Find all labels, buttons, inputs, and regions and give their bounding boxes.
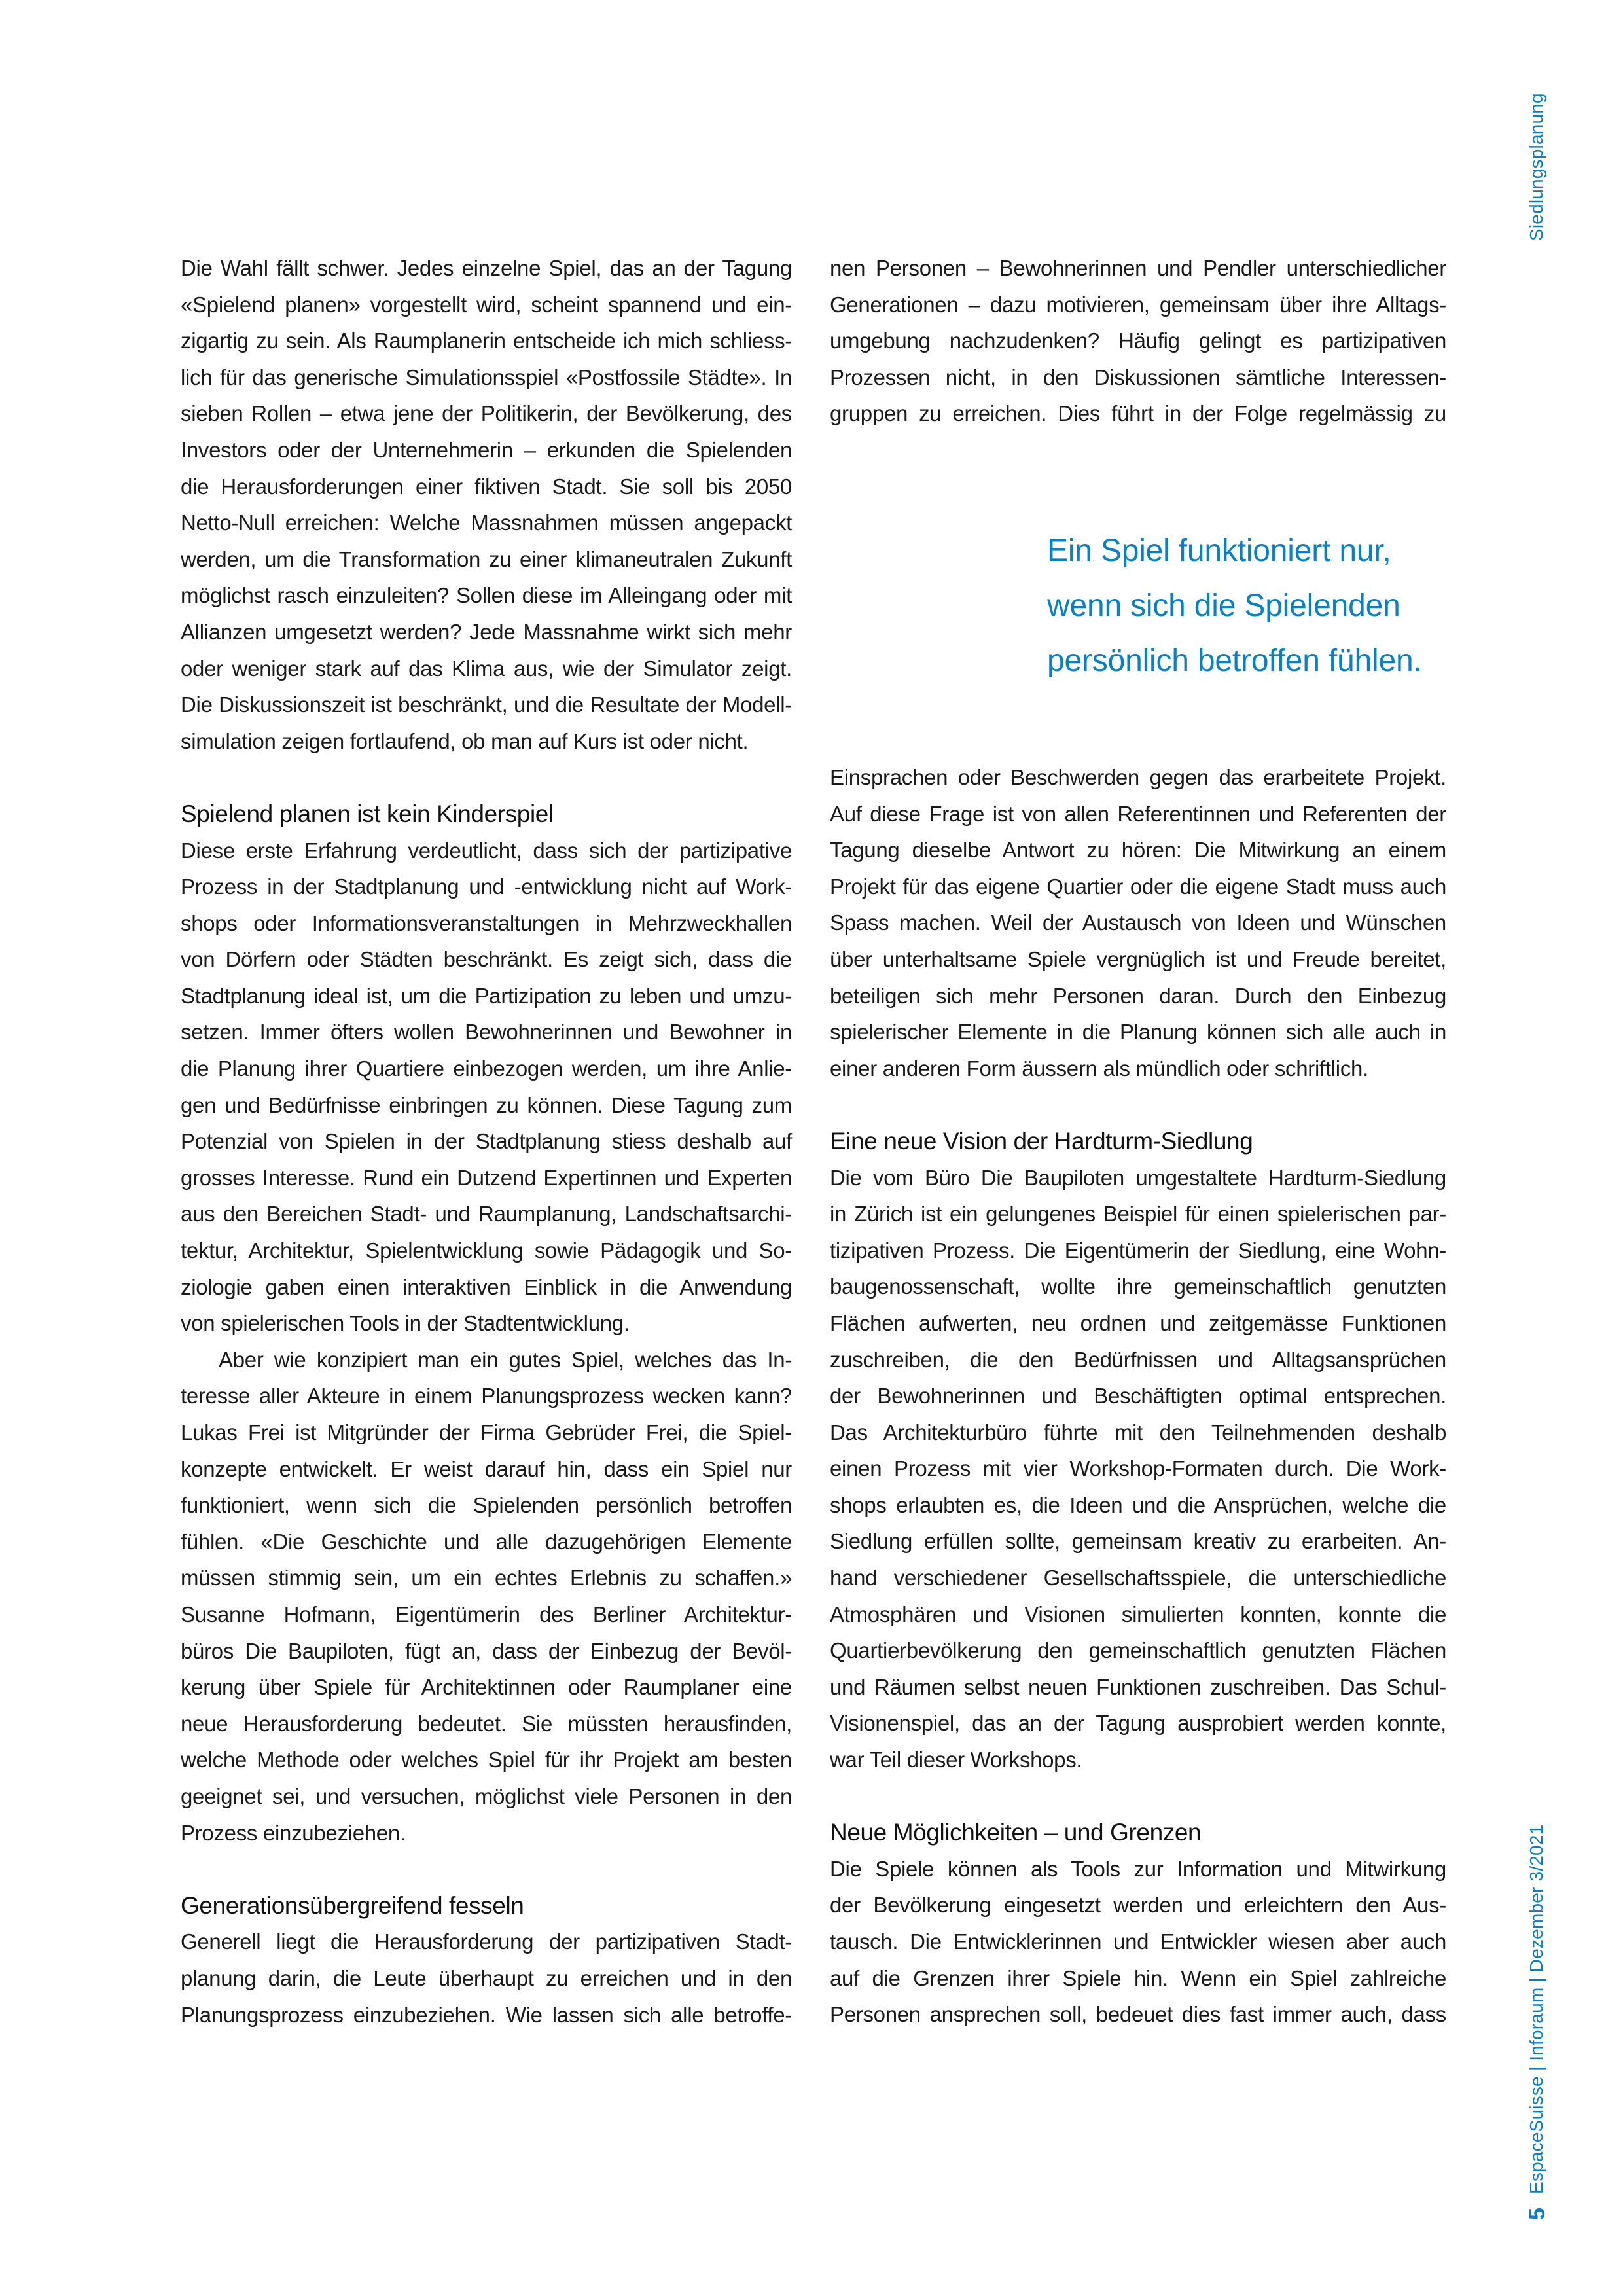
body-text-line: Personen ansprechen soll, bedeuet dies fast immer auch, dass [830, 2002, 1446, 2027]
body-text-line: Allianzen umgesetzt werden? Jede Massnahme wirkt sich mehr [181, 619, 792, 644]
section-heading: Eine neue Vision der Hardturm-Siedlung [830, 1127, 1253, 1155]
body-text-line: tektur, Architektur, Spielentwicklung sowie Pädagogik und So- [181, 1238, 792, 1263]
body-text-line: Das Architekturbüro führte mit den Teilnehmenden deshalb [830, 1420, 1446, 1444]
body-text-line: Die Spiele können als Tools zur Information und Mitwirkung [830, 1856, 1446, 1881]
body-text-line: Potenzial von Spielen in der Stadtplanung stiess deshalb auf [181, 1129, 792, 1154]
body-text-line: aus den Bereichen Stadt- und Raumplanung, Landschaftsarchi- [181, 1202, 792, 1227]
body-text-line: war Teil dieser Workshops. [830, 1748, 1082, 1772]
body-text-line: konzepte entwickelt. Er weist darauf hin, dass ein Spiel nur [181, 1456, 792, 1481]
body-text-line: büros Die Baupiloten, fügt an, dass der Einbezug der Bevöl- [181, 1638, 792, 1663]
body-text-line: geeignet sei, und versuchen, möglichst viele Personen in den [181, 1784, 792, 1808]
body-text-line: umgebung nachzudenken? Häufig gelingt es partizipativen [830, 329, 1446, 353]
body-text-line: Die vom Büro Die Baupiloten umgestaltete Hardturm-Siedlung [830, 1165, 1446, 1190]
body-text-line: welche Methode oder welches Spiel für ihr Projekt am besten [181, 1748, 792, 1772]
body-text-line: lich für das generische Simulationsspiel «Postfossile Städte». In [181, 365, 792, 389]
pull-quote-line: persönlich betroffen fühlen. [1047, 643, 1422, 678]
body-text-line: Einsprachen oder Beschwerden gegen das erarbeitete Projekt. [830, 765, 1446, 789]
left-text-column [181, 250, 792, 2033]
body-text-line: Stadtplanung ideal ist, um die Partizipation zu leben und umzu- [181, 983, 792, 1008]
body-text-line: hand verschiedener Gesellschaftsspiele, die unterschiedliche [830, 1566, 1446, 1590]
section-tag: Siedlungsplanung [1526, 93, 1546, 241]
body-text-line: Prozess einzubeziehen. [181, 1820, 406, 1845]
body-text-line: einen Prozess mit vier Workshop-Formaten durch. Die Work- [830, 1456, 1446, 1481]
body-text-line: teresse aller Akteure in einem Planungsprozess wecken kann? [181, 1384, 792, 1408]
page-number: 5 [1525, 2208, 1550, 2220]
body-text-line: setzen. Immer öfters wollen Bewohnerinnen und Bewohner in [181, 1020, 792, 1045]
paragraph-gap [181, 759, 792, 796]
body-text-line: beteiligen sich mehr Personen daran. Durch den Einbezug [830, 983, 1446, 1008]
body-text-line: planung darin, die Leute überhaupt zu erreichen und in den [181, 1965, 792, 1990]
section-heading: Neue Möglichkeiten – und Grenzen [830, 1819, 1202, 1846]
body-text-line: gruppen zu erreichen. Dies führt in der Folge regelmässig zu [830, 401, 1446, 426]
body-text-line: die Planung ihrer Quartiere einbezogen werden, um ihre Anlie- [181, 1056, 792, 1081]
body-text-line: möglichst rasch einzuleiten? Sollen diese im Alleingang oder mit [181, 583, 792, 608]
body-text-line: Diese erste Erfahrung verdeutlicht, dass sich der partizipative [181, 838, 792, 863]
body-text-line: zigartig zu sein. Als Raumplanerin entscheide ich mich schliess- [181, 329, 792, 353]
body-text-line: Investors oder der Unternehmerin – erkunden die Spielenden [181, 437, 792, 462]
body-text-line: von Dörfern oder Städten beschränkt. Es zeigt sich, dass die [181, 947, 792, 972]
body-text-line: Spass machen. Weil der Austausch von Ideen und Wünschen [830, 910, 1446, 935]
body-text-line: auf die Grenzen ihrer Spiele hin. Wenn ein Spiel zahlreiche [830, 1965, 1446, 1990]
right-text-column-top [830, 250, 1446, 432]
body-text-line: tizipativen Prozess. Die Eigentümerin der Siedlung, eine Wohn- [830, 1238, 1446, 1263]
body-text-line: werden, um die Transformation zu einer klimaneutralen Zukunft [181, 547, 792, 571]
body-text-line: und Räumen selbst neuen Funktionen zuschreiben. Das Schul- [830, 1674, 1446, 1699]
body-text-line: die Herausforderungen einer fiktiven Stadt. Sie soll bis 2050 [181, 474, 792, 499]
publication-footer: EspaceSuisse | Inforaum | Dezember 3/2021 [1526, 1824, 1546, 2194]
body-text-line: zuschreiben, die den Bedürfnissen und Alltagsansprüchen [830, 1347, 1446, 1372]
body-text-line: Lukas Frei ist Mitgründer der Firma Gebrüder Frei, die Spiel- [181, 1420, 792, 1444]
body-text-line: über unterhaltsame Spiele vergnüglich ist und Freude bereitet, [830, 946, 1446, 971]
body-text-line: in Zürich ist ein gelungenes Beispiel für einen spielerischen par- [830, 1202, 1446, 1227]
body-text-line: Susanne Hofmann, Eigentümerin des Berliner Architektur- [181, 1602, 792, 1626]
paragraph-gap [830, 1086, 1446, 1123]
body-text-line: Flächen aufwerten, neu ordnen und zeitgemässe Funktionen [830, 1310, 1446, 1335]
paragraph-gap [181, 1851, 792, 1888]
body-text-line: der Bevölkerung eingesetzt werden und erleichtern den Aus- [830, 1893, 1446, 1918]
body-text-line: nen Personen – Bewohnerinnen und Pendler unterschiedlicher [830, 256, 1446, 280]
body-text-line: Quartierbevölkerung den gemeinschaftlich genutzten Flächen [830, 1638, 1446, 1663]
body-text-line: Projekt für das eigene Quartier oder die eigene Stadt muss auch [830, 874, 1446, 899]
body-text-line: Generationen – dazu motivieren, gemeinsam über ihre Alltags- [830, 292, 1446, 317]
body-text-line: Auf diese Frage ist von allen Referentinnen und Referenten der [830, 801, 1446, 826]
body-text-line: Prozessen nicht, in den Diskussionen sämtliche Interessen- [830, 365, 1446, 389]
body-text-line: Prozess in der Stadtplanung und -entwicklung nicht auf Work- [181, 874, 792, 899]
body-text-line: von spielerischen Tools in der Stadtentwicklung. [181, 1311, 630, 1336]
section-heading: Spielend planen ist kein Kinderspiel [181, 800, 554, 827]
pull-quote-line: wenn sich die Spielenden [1047, 588, 1400, 623]
body-text-line: spielerischer Elemente in die Planung können sich alle auch in [830, 1020, 1446, 1045]
body-text-line: Planungsprozess einzubeziehen. Wie lassen sich alle betroffe- [181, 2002, 792, 2027]
body-text-line: kerung über Spiele für Architektinnen oder Raumplaner eine [181, 1675, 792, 1700]
body-text-line: Tagung dieselbe Antwort zu hören: Die Mitwirkung an einem [830, 838, 1446, 863]
body-text-line: Siedlung erfüllen sollte, gemeinsam kreativ zu erarbeiten. An- [830, 1529, 1446, 1554]
body-text-line: sieben Rollen – etwa jene der Politikerin, der Bevölkerung, des [181, 401, 792, 426]
body-text-line: Netto-Null erreichen: Welche Massnahmen müssen angepackt [181, 511, 792, 535]
section-heading: Generationsübergreifend fesseln [181, 1892, 524, 1919]
pull-quote-line: Ein Spiel funktioniert nur, [1047, 533, 1391, 568]
body-text-line: müssen stimmig sein, um ein echtes Erlebnis zu schaffen.» [181, 1566, 792, 1590]
body-text-line: funktioniert, wenn sich die Spielenden persönlich betroffen [181, 1493, 792, 1518]
paragraph-gap [830, 1778, 1446, 1815]
body-text-line: shops erlaubten es, die Ideen und die Ansprüchen, welche die [830, 1492, 1446, 1517]
body-text-line: Die Wahl fällt schwer. Jedes einzelne Spiel, das an der Tagung [181, 256, 792, 280]
body-text-line: einer anderen Form äussern als mündlich oder schriftlich. [830, 1056, 1368, 1081]
body-text-line: baugenossenschaft, wollte ihre gemeinschaftlich genutzten [830, 1274, 1446, 1299]
pull-quote [1047, 524, 1479, 689]
body-text-line: Aber wie konzipiert man ein gutes Spiel, welches das In- [219, 1347, 792, 1372]
body-text-line: fühlen. «Die Geschichte und alle dazugehörigen Elemente [181, 1529, 792, 1554]
body-text-line: simulation zeigen fortlaufend, ob man auf Kurs ist oder nicht. [181, 728, 749, 753]
body-text-line: Die Diskussionszeit ist beschränkt, und die Resultate der Modell- [181, 692, 792, 717]
body-text-line: gen und Bedürfnisse einbringen zu können. Diese Tagung zum [181, 1092, 792, 1117]
body-text-line: oder weniger stark auf das Klima aus, wie der Simulator zeigt. [181, 656, 792, 681]
body-text-line: Generell liegt die Herausforderung der partizipativen Stadt- [181, 1929, 792, 1954]
body-text-line: Atmosphären und Visionen simulierten konnten, konnte die [830, 1602, 1446, 1626]
body-text-line: grosses Interesse. Rund ein Dutzend Expertinnen und Experten [181, 1165, 792, 1190]
body-text-line: neue Herausforderung bedeutet. Sie müssten herausfinden, [181, 1711, 792, 1736]
body-text-line: shops oder Informationsveranstaltungen in Mehrzweckhallen [181, 910, 792, 935]
body-text-line: der Bewohnerinnen und Beschäftigten optimal entsprechen. [830, 1384, 1446, 1408]
body-text-line: «Spielend planen» vorgestellt wird, scheint spannend und ein- [181, 292, 792, 317]
body-text-line: Visionenspiel, das an der Tagung ausprobiert werden konnte, [830, 1711, 1446, 1736]
body-text-line: tausch. Die Entwicklerinnen und Entwickler wiesen aber auch [830, 1929, 1446, 1954]
body-text-line: ziologie gaben einen interaktiven Einblick in die Anwendung [181, 1274, 792, 1299]
right-text-column-bottom [830, 759, 1446, 2033]
